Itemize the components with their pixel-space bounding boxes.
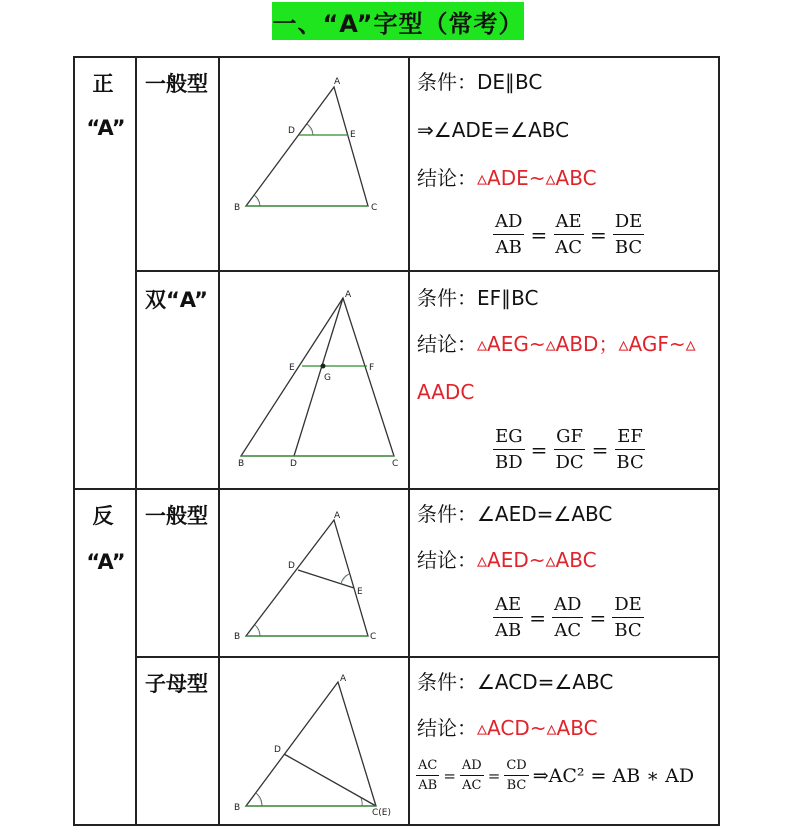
group-zheng-char: 正 — [92, 72, 114, 96]
row2-condition: 条件：EF∥BC — [417, 286, 539, 310]
conclusion-label: 结论： — [417, 166, 477, 190]
row3-condition: 条件：∠AED=∠ABC — [417, 502, 613, 526]
row1-condition: 条件：DE∥BC — [417, 70, 543, 94]
point-label-B: B — [234, 203, 241, 213]
point-label-CE: C(E) — [372, 808, 391, 818]
row4-triangle-figure — [228, 668, 406, 818]
row-divider-3 — [135, 656, 720, 658]
row1-conclusion — [417, 168, 597, 188]
ratio-2: $\frac{AD}{AC}$ — [461, 758, 482, 793]
ratio-3: $\frac{CD}{BC}$ — [506, 758, 527, 793]
row4-type: 子母型 — [145, 672, 208, 696]
conclusion-similarity: ▵ADE~▵ABC — [477, 166, 597, 190]
point-label-D: D — [274, 745, 281, 755]
ratio-2: $\frac{AE}{AC}$ — [555, 211, 582, 258]
row3-conclusion — [417, 550, 597, 570]
point-label-C: C — [392, 459, 399, 469]
point-label-E: E — [350, 130, 356, 140]
col-divider-1 — [135, 56, 137, 826]
point-label-B: B — [234, 632, 241, 642]
ratio-3: $\frac{EF}{BC}$ — [616, 426, 644, 473]
point-label-C: C — [371, 203, 378, 213]
row2-triangle-figure — [228, 284, 403, 484]
ratio-1: $\frac{EG}{BD}$ — [495, 426, 523, 473]
row1-triangle-figure — [228, 70, 403, 270]
row3-ratios: $\frac{AE}{AB}$ = $\frac{AD}{AC}$ = $\frac{DE}{BC}$ — [495, 594, 642, 641]
page-title: 一、“A”字型（常考） — [272, 2, 524, 40]
row4-ratios: $\frac{AC}{AB}$ = $\frac{AD}{AC}$ = $\frac{CD}{BC}$ ⇒AC² = AB ∗ AD — [418, 758, 695, 793]
point-label-D: D — [290, 459, 297, 469]
col-divider-3 — [408, 56, 410, 826]
point-label-A: A — [340, 674, 347, 684]
conclusion-similarity: ▵ACD~▵ABC — [477, 716, 598, 740]
point-label-A: A — [334, 511, 341, 521]
row2-type: 双“A” — [145, 288, 208, 312]
row-divider-2 — [73, 488, 720, 490]
row1-implication: ⇒∠ADE=∠ABC — [417, 118, 570, 142]
row1-type: 一般型 — [145, 72, 208, 96]
row4-conclusion — [417, 718, 598, 738]
ratio-1: $\frac{AD}{AB}$ — [495, 211, 523, 258]
ratio-1: $\frac{AE}{AB}$ — [495, 594, 522, 641]
point-label-A: A — [345, 290, 352, 300]
ratio-2: $\frac{AD}{AC}$ — [554, 594, 582, 641]
col-divider-2 — [218, 56, 220, 826]
ratio-2: $\frac{GF}{DC}$ — [555, 426, 584, 473]
conclusion-label: 结论： — [417, 332, 477, 356]
row2-ratios: $\frac{EG}{BD}$ = $\frac{GF}{DC}$ = $\frac{EF}{BC}$ — [495, 426, 644, 473]
group-fan-char: 反 — [92, 504, 114, 528]
similar-triangle-table — [73, 56, 720, 826]
conclusion-similarity: ▵AEG~▵ABD；▵AGF~▵ — [477, 332, 696, 356]
point-label-A: A — [334, 77, 341, 87]
ratio-1: $\frac{AC}{AB}$ — [418, 758, 438, 793]
ratio-3: $\frac{DE}{BC}$ — [614, 211, 643, 258]
conclusion-label: 结论： — [417, 716, 477, 740]
point-label-D: D — [288, 126, 295, 136]
row1-ratios: $\frac{AD}{AB}$ = $\frac{AE}{AC}$ = $\frac{DE}{BC}$ — [495, 211, 643, 258]
point-label-E: E — [289, 363, 295, 373]
row2-conclusion-cont: AADC — [417, 380, 475, 404]
row4-derivation: ⇒AC² = AB ∗ AD — [532, 764, 695, 787]
table-border-left — [73, 56, 75, 826]
table-border-right — [718, 56, 720, 826]
conclusion-label: 结论： — [417, 548, 477, 572]
point-label-C: C — [370, 632, 377, 642]
point-label-E: E — [357, 587, 363, 597]
conclusion-similarity: ▵AED~▵ABC — [477, 548, 597, 572]
row3-triangle-figure — [228, 506, 403, 651]
row2-conclusion — [417, 334, 696, 354]
ratio-3: $\frac{DE}{BC}$ — [614, 594, 642, 641]
row3-type: 一般型 — [145, 504, 208, 528]
point-label-B: B — [234, 803, 241, 813]
point-label-G: G — [324, 373, 331, 383]
point-label-B: B — [238, 459, 245, 469]
table-border-top — [73, 56, 720, 58]
row-divider-1 — [135, 270, 720, 272]
group-zheng-label: “A” — [86, 116, 126, 140]
row4-condition: 条件：∠ACD=∠ABC — [417, 670, 614, 694]
point-label-D: D — [288, 561, 295, 571]
point-label-F: F — [369, 363, 375, 373]
group-fan-label: “A” — [86, 550, 126, 574]
